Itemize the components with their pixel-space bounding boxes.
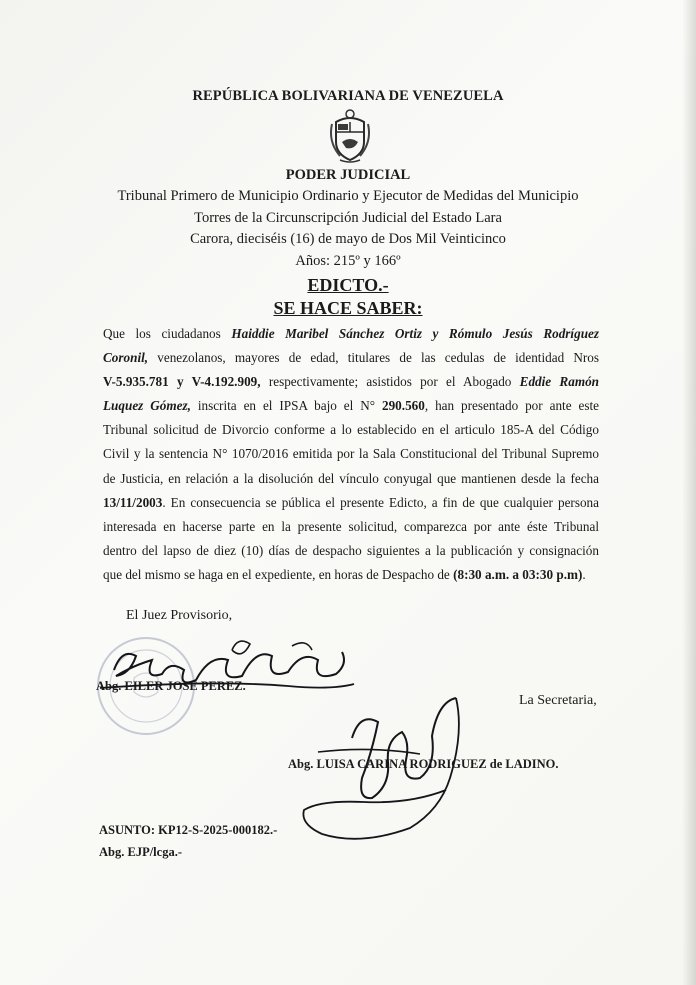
body-text-segment: . En consecuencia se pública el presente Edicto, a fin de que cualquier persona [162,494,599,510]
secretary-signature [260,682,490,852]
coat-of-arms-icon [326,108,374,164]
se-hace-saber-title: SE HACE SABER: [273,298,423,318]
body-text-segment: inscrita en el IPSA bajo el N° [190,398,382,414]
marriage-date: 13/11/2003 [103,494,163,510]
secretary-title: La Secretaria, [519,693,597,708]
body-text-segment: Que los ciudadanos [103,326,232,341]
body-line [103,394,599,418]
ipsa-number: 290.560 [381,398,425,414]
case-number: ASUNTO: KP12-S-2025-000182.- [99,823,278,837]
body-line [103,370,599,394]
initials-reference: Abg. EJP/lcga.- [99,845,182,859]
body-line [103,322,599,346]
body-text-segment: que del mismo se haga en el expediente, en horas de Despacho de [103,566,454,582]
secretary-name: Abg. LUISA CARINA RODRIGUEZ de LADINO. [288,757,559,771]
body-line: interesada en hacerse parte en la presente solicitud, comparezca por ante éste Tribunal [103,518,599,534]
page-edge-shadow [682,0,696,985]
petitioners-names: Haiddie Maribel Sánchez Ortiz y Rómulo Jesús Rodríguez [231,326,600,341]
edict-body [103,322,599,587]
edicto-title: EDICTO.- [307,275,389,295]
tribunal-line-2: Torres de la Circunscripción Judicial del Estado Lara [194,210,502,226]
years-line: Años: 215º y 166º [295,253,401,269]
body-text-segment: , han presentado por ante este [424,398,599,414]
republic-heading: REPÚBLICA BOLIVARIANA DE VENEZUELA [192,88,504,104]
body-text-segment: venezolanos, mayores de edad, titulares de las cedulas de identidad Nros [148,350,599,366]
judge-title: El Juez Provisorio, [126,608,233,623]
tribunal-line-1: Tribunal Primero de Municipio Ordinario y Ejecutor de Medidas del Municipio [117,188,579,204]
lawyer-name: Eddie Ramón [519,374,599,390]
body-text-segment: . [582,566,586,582]
id-numbers: V-5.935.781 y V-4.192.909, [103,374,261,390]
petitioner-surname: Coronil, [103,350,149,366]
body-line: dentro del lapso de diez (10) días de despacho siguientes a la publicación y consignación [103,542,599,558]
judge-name: Abg. EILER JOSE PEREZ. [96,679,246,693]
office-hours: (8:30 a.m. a 03:30 p.m) [453,566,583,582]
body-line: Tribunal solicitud de Divorcio conforme a lo establecido en el articulo 185-A del Código [103,422,599,438]
lawyer-surname: Luquez Gómez, [103,398,191,414]
place-date: Carora, dieciséis (16) de mayo de Dos Mil Veinticinco [190,231,506,247]
body-line: Civil y la sentencia N° 1070/2016 emitida por la Sala Constitucional del Tribunal Supremo [103,446,599,462]
body-line [103,563,599,587]
body-line: de Justicia, en relación a la disolución del vínculo conyugal que mantienen desde la fecha [103,470,599,486]
body-line [103,346,599,370]
body-text-segment: respectivamente; asistidos por el Abogado [260,374,520,390]
body-line [103,491,599,515]
judicial-power-heading: PODER JUDICIAL [285,167,411,183]
